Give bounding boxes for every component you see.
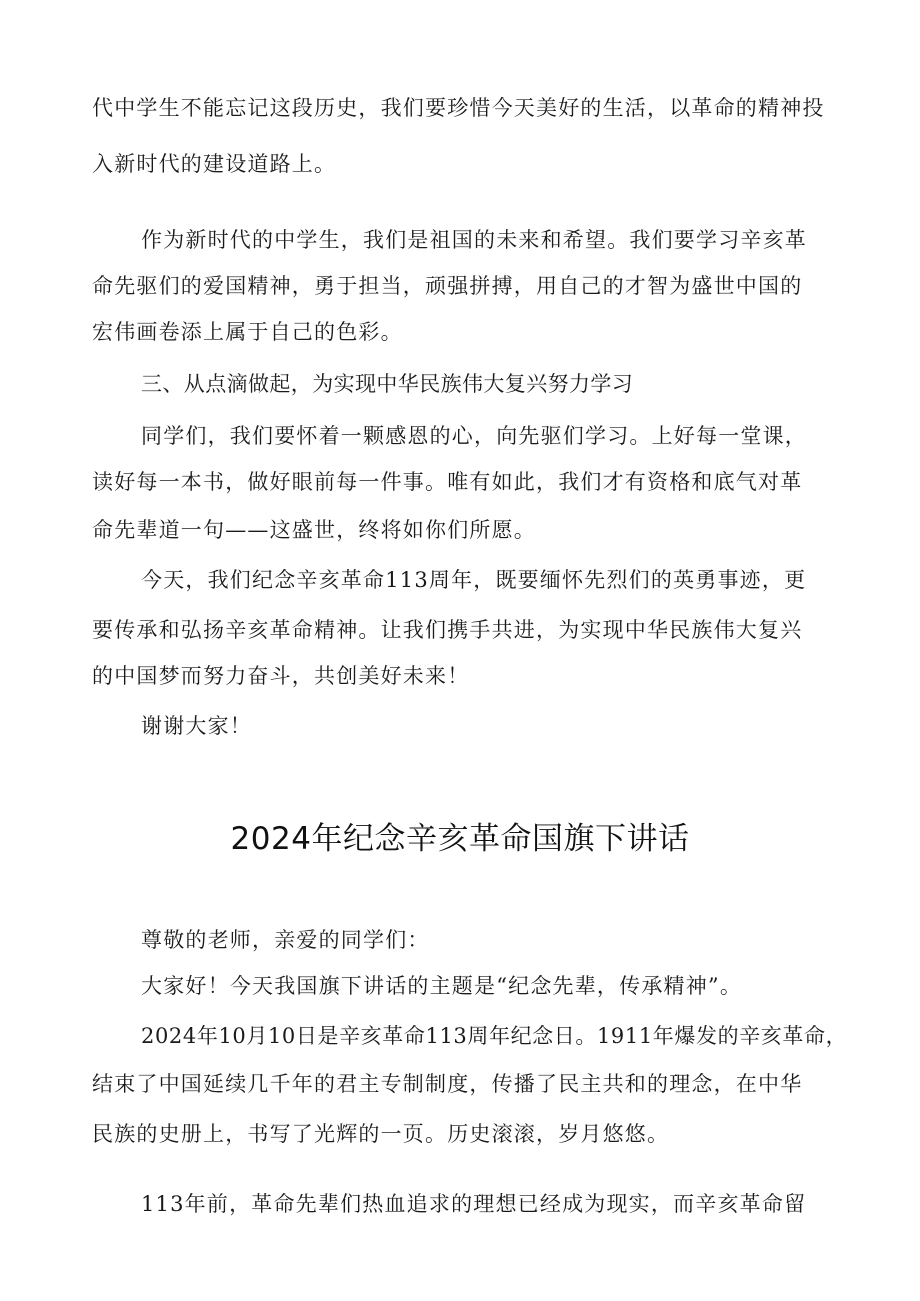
speech-paragraph-1-line-2: 结束了中国延续几千年的君主专制制度，传播了民主共和的理念，在中华 [92,1072,803,1096]
salutation: 尊敬的老师，亲爱的同学们： [141,928,430,952]
paragraph-4-line-1: 今天，我们纪念辛亥革命113周年，既要缅怀先烈们的英勇事迹，更 [141,568,807,592]
paragraph-2-line-2: 命先驱们的爱国精神，勇于担当，顽强拼搏，用自己的才智为盛世中国的 [92,274,803,298]
paragraph-1-line-2: 入新时代的建设道路上。 [92,152,337,176]
paragraph-2-line-1: 作为新时代的中学生，我们是祖国的未来和希望。我们要学习辛亥革 [141,228,807,252]
paragraph-3-line-2: 读好每一本书，做好眼前每一件事。唯有如此，我们才有资格和底气对革 [92,470,803,494]
greeting: 大家好！今天我国旗下讲话的主题是“纪念先辈，传承精神”。 [141,974,743,998]
speech-paragraph-1-line-1: 2024年10月10日是辛亥革命113周年纪念日。1911年爆发的辛亥革命， [141,1024,848,1048]
closing-thanks: 谢谢大家！ [141,714,252,738]
paragraph-1-line-1: 代中学生不能忘记这段历史，我们要珍惜今天美好的生活，以革命的精神投 [92,96,825,120]
paragraph-2-line-3: 宏伟画卷添上属于自己的色彩。 [92,320,403,344]
section-heading-3: 三、从点滴做起，为实现中华民族伟大复兴努力学习 [141,372,634,396]
paragraph-4-line-3: 的中国梦而努力奋斗，共创美好未来！ [92,664,470,688]
speech-title: 2024年纪念辛亥革命国旗下讲话 [230,821,690,857]
speech-paragraph-2-line-1: 113年前，革命先辈们热血追求的理想已经成为现实，而辛亥革命留 [141,1192,807,1216]
paragraph-4-line-2: 要传承和弘扬辛亥革命精神。让我们携手共进，为实现中华民族伟大复兴 [92,618,803,642]
paragraph-3-line-1: 同学们，我们要怀着一颗感恩的心，向先驱们学习。上好每一堂课， [141,424,807,448]
speech-paragraph-1-line-3: 民族的史册上，书写了光辉的一页。历史滚滚，岁月悠悠。 [92,1122,670,1146]
paragraph-3-line-3: 命先辈道一句——这盛世，终将如你们所愿。 [92,518,536,542]
